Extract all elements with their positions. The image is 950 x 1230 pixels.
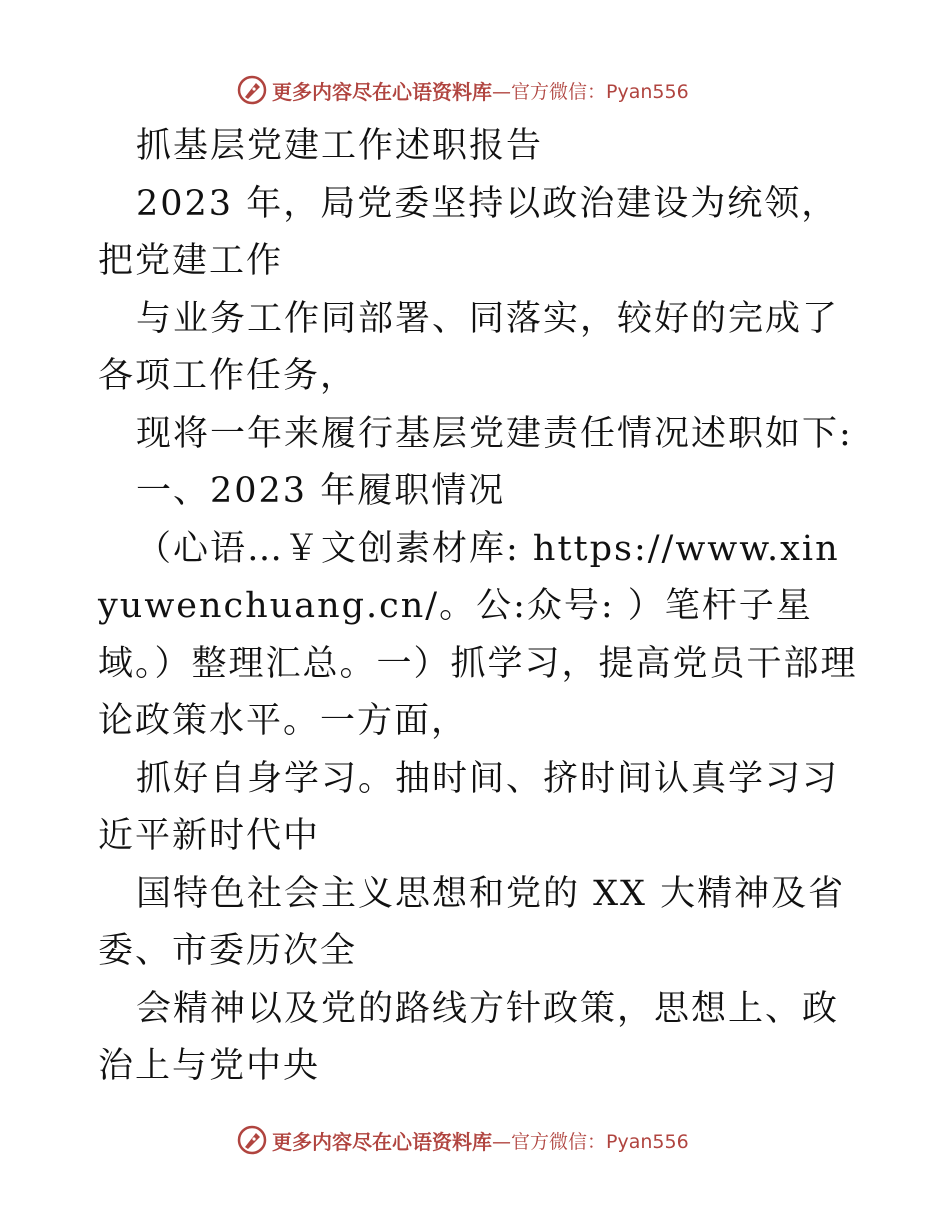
paragraph: 现将一年来履行基层党建责任情况述职如下: [136, 413, 853, 454]
footer-watermark-banner [236, 1122, 736, 1158]
pen-nib-logo-icon [236, 74, 268, 106]
paragraph: 抓好自身学习。抽时间、挤时间认真学习习近平新时代中 [98, 758, 840, 856]
document-title: 抓基层党建工作述职报告 [136, 126, 544, 166]
header-watermark-banner [236, 72, 736, 108]
banner-wechat-text: —官方微信：Pyan556 [492, 1130, 689, 1153]
section-heading: 一、2023 年履职情况 [136, 471, 506, 511]
document-body [98, 118, 858, 1096]
pen-nib-logo-icon [236, 1124, 268, 1156]
paragraph: 国特色社会主义思想和党的 XX 大精神及省委、市委历次全 [98, 873, 846, 971]
banner-main-text: 更多内容尽在心语资料库 [272, 79, 492, 104]
paragraph: 2023 年，局党委坚持以政治建设为统领，把党建工作 [98, 183, 839, 281]
paragraph: 与业务工作同部署、同落实，较好的完成了各项工作任务， [98, 298, 840, 396]
paragraph: 会精神以及党的路线方针政策，思想上、政治上与党中央 [98, 988, 840, 1086]
banner-wechat-text: —官方微信：Pyan556 [492, 80, 689, 103]
banner-main-text: 更多内容尽在心语资料库 [272, 1129, 492, 1154]
paragraph: （心语…￥文创素材库: https://www.xinyuwenchuang.cn/。公:众号: ）笔杆子星域。）整理汇总。一）抓学习，提高党员干部理论政策水平。一方面， [98, 528, 858, 741]
